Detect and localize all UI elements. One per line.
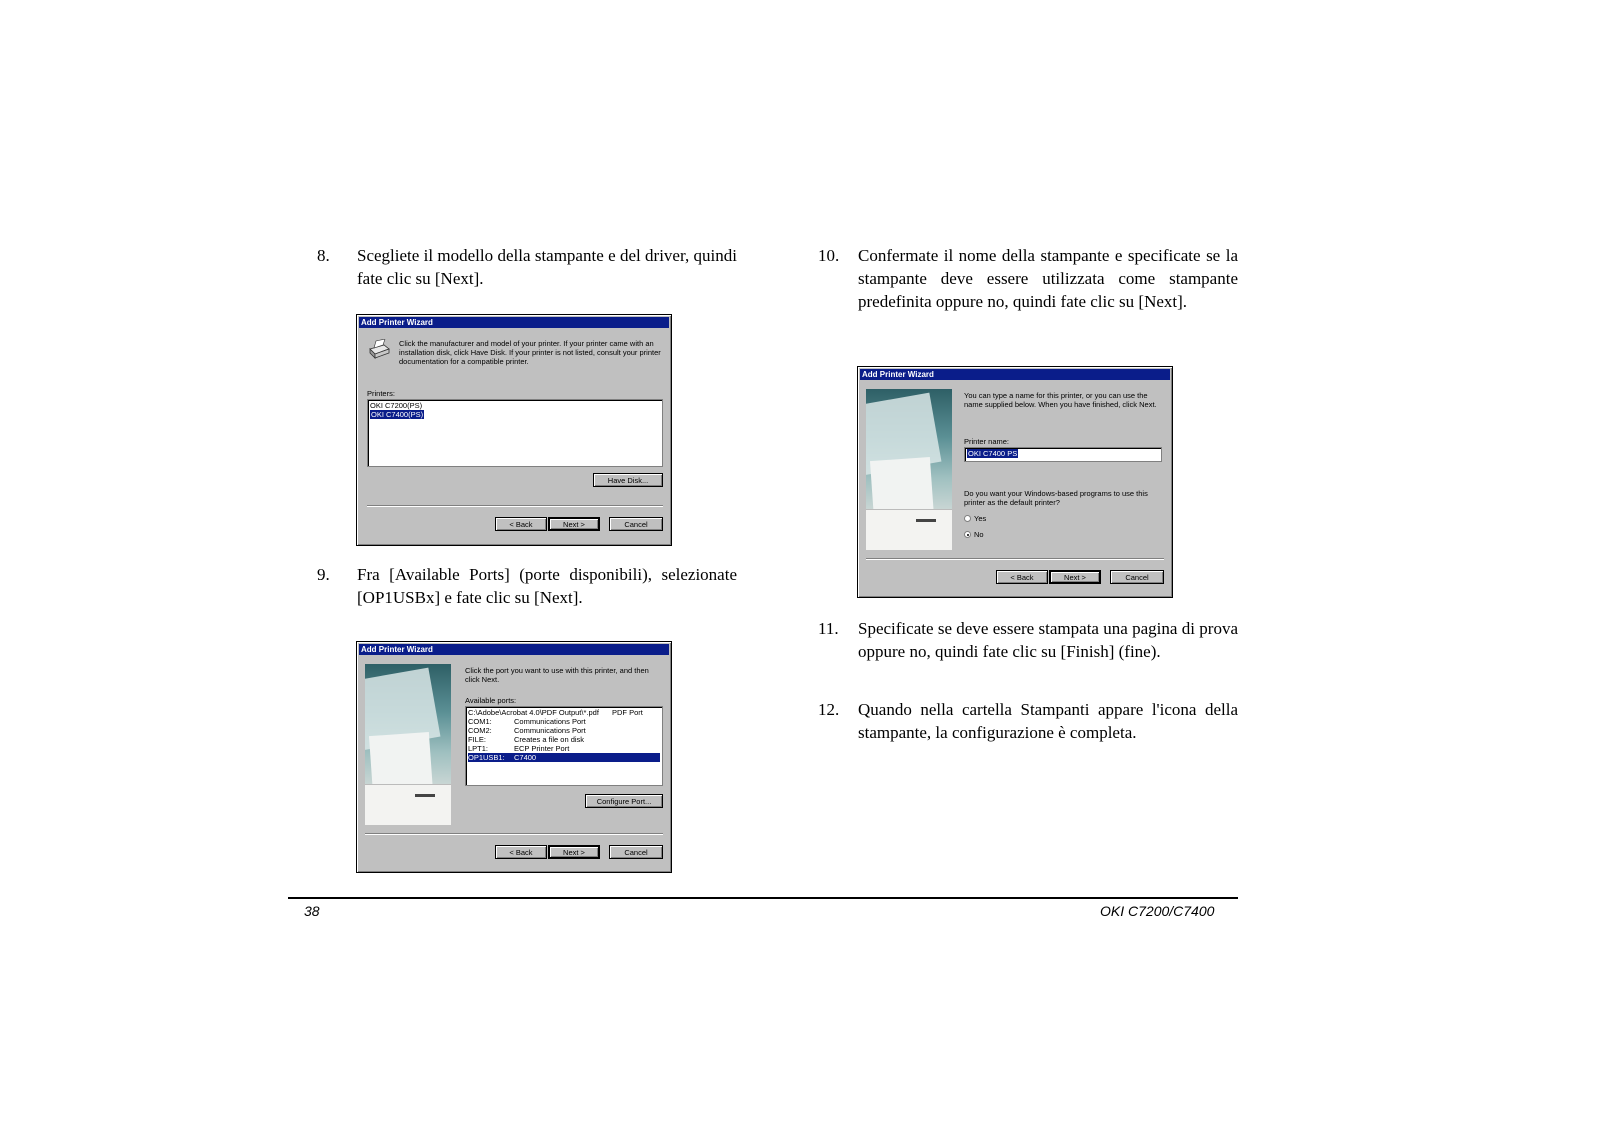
divider [367, 505, 663, 507]
footer-divider [288, 897, 1238, 899]
wizard-illustration [866, 389, 952, 550]
printer-name-field[interactable] [964, 447, 1162, 462]
default-printer-question: Do you want your Windows-based programs to use this printer as the default printer? [964, 489, 1148, 507]
configure-port-button[interactable]: Configure Port... [585, 794, 663, 808]
step-number: 10. [818, 246, 840, 265]
port-name: OP1USB1: [468, 753, 505, 762]
yes-radio-label[interactable]: Yes [974, 514, 987, 523]
cancel-button[interactable]: Cancel [609, 517, 663, 531]
dialog-description: Click the manufacturer and model of your printer. If your printer came with an installation disk, click Have Disk. If your printer is not listed, consult your printer documentation for a compatible printer. [399, 339, 661, 366]
printer-icon [367, 339, 391, 361]
page-number: 38 [304, 903, 320, 919]
add-printer-wizard-dialog-1 [356, 314, 672, 546]
port-name: LPT1: [468, 744, 489, 753]
port-name: COM1: [468, 717, 492, 726]
port-description: Creates a file on disk [514, 735, 585, 744]
step-number: 9. [317, 565, 330, 584]
next-button[interactable]: Next > [548, 845, 600, 859]
list-item-selected[interactable] [468, 753, 660, 762]
list-item[interactable] [468, 735, 660, 744]
step-text: Scegliete il modello della stampante e del driver, quindi fate clic su [Next]. [357, 246, 737, 288]
no-radio[interactable] [964, 531, 971, 538]
port-description: Communications Port [514, 717, 586, 726]
next-button[interactable]: Next > [1049, 570, 1101, 584]
back-button[interactable]: < Back [495, 845, 547, 859]
dialog-title: Add Printer Wizard [359, 644, 669, 655]
printer-name-value: OKI C7400 PS [968, 449, 1018, 458]
dialog-description: Click the port you want to use with this printer, and then click Next. [465, 666, 649, 684]
back-button[interactable]: < Back [996, 570, 1048, 584]
step-text: Confermate il nome della stampante e specificate se la stampante deve essere utilizzata come stampante predefinita oppure no, quindi fate clic su [Next]. [858, 246, 1238, 311]
step-text: Fra [Available Ports] (porte disponibili), selezionate [OP1USBx] e fate clic su [Next]. [357, 565, 737, 607]
list-item[interactable]: OKI C7200(PS) [370, 401, 423, 410]
step-number: 8. [317, 246, 330, 265]
step-number: 11. [818, 619, 839, 638]
port-description: Communications Port [514, 726, 586, 735]
list-item[interactable] [468, 726, 660, 735]
dialog-description: You can type a name for this printer, or you can use the name supplied below. When you have finished, click Next. [964, 391, 1157, 409]
port-description: ECP Printer Port [514, 744, 570, 753]
cancel-button[interactable]: Cancel [1110, 570, 1164, 584]
step-number: 12. [818, 700, 840, 719]
printers-listbox[interactable] [367, 399, 663, 467]
dialog-title: Add Printer Wizard [359, 317, 669, 328]
cancel-button[interactable]: Cancel [609, 845, 663, 859]
port-description: C7400 [514, 753, 537, 762]
step-text: Specificate se deve essere stampata una pagina di prova oppure no, quindi fate clic su [Finish] (fine). [858, 619, 1238, 661]
yes-radio[interactable] [964, 515, 971, 522]
next-button[interactable]: Next > [548, 517, 600, 531]
have-disk-button[interactable]: Have Disk... [593, 473, 663, 487]
divider [365, 833, 663, 835]
list-item[interactable] [468, 717, 660, 726]
port-description: PDF Port [612, 708, 643, 717]
port-name: FILE: [468, 735, 486, 744]
printer-name-label: Printer name: [964, 437, 1010, 446]
no-radio-label[interactable]: No [974, 530, 984, 539]
step-text: Quando nella cartella Stampanti appare l'icona della stampante, la configurazione è completa. [858, 700, 1238, 742]
port-name: C:\Adobe\Acrobat 4.0\PDF Output\*.pdf [468, 708, 599, 717]
ports-label: Available ports: [465, 696, 517, 705]
wizard-illustration [365, 664, 451, 825]
list-item-selected[interactable]: OKI C7400(PS) [371, 410, 424, 419]
list-item[interactable] [468, 708, 660, 717]
divider [866, 558, 1164, 560]
add-printer-wizard-dialog-3 [857, 366, 1173, 598]
printers-label: Printers: [367, 389, 395, 398]
dialog-title: Add Printer Wizard [860, 369, 1170, 380]
ports-listbox[interactable] [465, 706, 663, 786]
add-printer-wizard-dialog-2 [356, 641, 672, 873]
list-item[interactable] [468, 744, 660, 753]
port-name: COM2: [468, 726, 492, 735]
product-name: OKI C7200/C7400 [1100, 903, 1215, 919]
back-button[interactable]: < Back [495, 517, 547, 531]
